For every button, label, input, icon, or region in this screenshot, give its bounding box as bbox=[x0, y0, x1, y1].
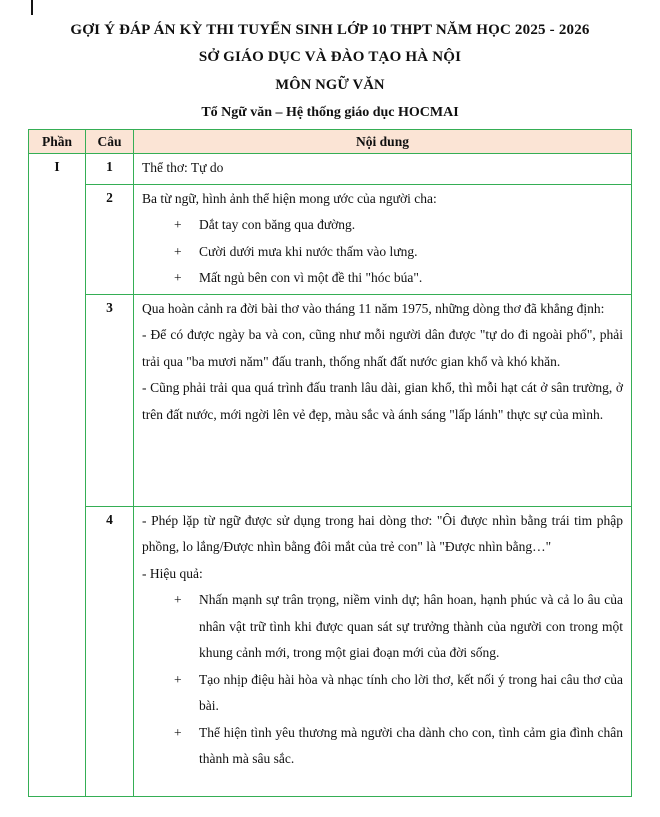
table-row-cau-2 bbox=[29, 184, 632, 294]
bullet-item bbox=[142, 265, 623, 292]
plus-bullet-marker: + bbox=[174, 270, 182, 285]
answer-paragraph: Qua hoàn cảnh ra đời bài thơ vào tháng 11 năm 1975, những dòng thơ đã khẳng định: bbox=[142, 300, 605, 316]
cau-number-cell: 3 bbox=[86, 294, 134, 506]
bullet-item bbox=[142, 239, 623, 266]
document-subtitle-organization: Tổ Ngữ văn – Hệ thống giáo dục HOCMAI bbox=[201, 105, 459, 120]
cau-number-cell: 1 bbox=[86, 154, 134, 185]
noi-dung-cell bbox=[134, 506, 632, 796]
answer-paragraph: - Hiệu quả: bbox=[142, 565, 203, 581]
column-header-phan: Phần bbox=[29, 130, 86, 154]
cau-number-cell: 4 bbox=[86, 506, 134, 796]
column-header-noi-dung: Nội dung bbox=[134, 130, 632, 154]
answer-paragraph: - Để có được ngày ba và con, cũng như mỗi người dân được "tự do đi ngoài phố", phải trải qua "ba mươi năm" đấu tranh, thống nhất đất nước gian khổ và khó khăn. bbox=[142, 327, 623, 369]
table-row-cau-1 bbox=[29, 154, 632, 185]
table-row-cau-4 bbox=[29, 506, 632, 796]
bullet-text: Dắt tay con băng qua đường. bbox=[199, 217, 356, 232]
document-title: GỢI Ý ĐÁP ÁN KỲ THI TUYỂN SINH LỚP 10 THPT NĂM HỌC 2025 - 2026 bbox=[70, 22, 590, 38]
document-subtitle-department: SỞ GIÁO DỤC VÀ ĐÀO TẠO HÀ NỘI bbox=[198, 49, 462, 65]
plus-bullet-marker: + bbox=[174, 592, 182, 607]
document-subtitle-subject: MÔN NGỮ VĂN bbox=[275, 77, 385, 93]
plus-bullet-marker: + bbox=[174, 217, 182, 232]
phan-value-cell: I bbox=[29, 154, 86, 797]
answer-paragraph: Ba từ ngữ, hình ảnh thể hiện mong ước của người cha: bbox=[142, 190, 437, 206]
answer-key-table bbox=[28, 129, 632, 797]
cau-number-cell: 2 bbox=[86, 184, 134, 294]
table-row-cau-3 bbox=[29, 294, 632, 506]
bullet-item bbox=[142, 667, 623, 720]
bullet-item bbox=[142, 720, 623, 773]
answer-paragraph: Thể thơ: Tự do bbox=[142, 160, 224, 175]
bullet-text: Nhấn mạnh sự trân trọng, niềm vinh dự; hân hoan, hạnh phúc và cả lo âu của nhân vật trữ tình khi được quan sát sự trưởng thành của người con trong một khung cảnh mới, trong một giai đoạn mới của đời sống. bbox=[199, 592, 623, 660]
bullet-item bbox=[142, 212, 623, 239]
bullet-text: Thể hiện tình yêu thương mà người cha dành cho con, tình cảm gia đình chân thành mà sâu sắc. bbox=[199, 724, 623, 766]
bullet-text: Tạo nhịp điệu hài hòa và nhạc tính cho lời thơ, kết nối ý trong hai câu thơ của bài. bbox=[199, 671, 623, 713]
plus-bullet-marker: + bbox=[174, 243, 182, 259]
bullet-item bbox=[142, 587, 623, 667]
noi-dung-cell bbox=[134, 294, 632, 506]
plus-bullet-marker: + bbox=[174, 671, 182, 687]
noi-dung-cell bbox=[134, 184, 632, 294]
bullet-text: Cười dưới mưa khi nước thấm vào lưng. bbox=[199, 243, 418, 259]
column-header-cau: Câu bbox=[86, 130, 134, 154]
answer-paragraph: - Cũng phải trải qua quá trình đấu tranh lâu dài, gian khổ, thì mỗi hạt cát ở sân trường, ở trên đất nước, mới ngời lên vẻ đẹp, màu sắc và ánh sáng "lấp lánh" thực sự của mình. bbox=[142, 380, 623, 422]
answer-paragraph: - Phép lặp từ ngữ được sử dụng trong hai dòng thơ: "Ôi được nhìn bằng trái tim phập phồng, lo lắng/Được nhìn bằng đôi mắt của trẻ con" là "Được nhìn bằng…" bbox=[142, 512, 623, 554]
table-header-row bbox=[29, 130, 632, 154]
text-cursor bbox=[31, 0, 33, 15]
bullet-text: Mất ngủ bên con vì một đề thi "hóc búa". bbox=[199, 270, 423, 285]
document-header bbox=[0, 0, 660, 121]
plus-bullet-marker: + bbox=[174, 724, 182, 740]
noi-dung-cell bbox=[134, 154, 632, 185]
